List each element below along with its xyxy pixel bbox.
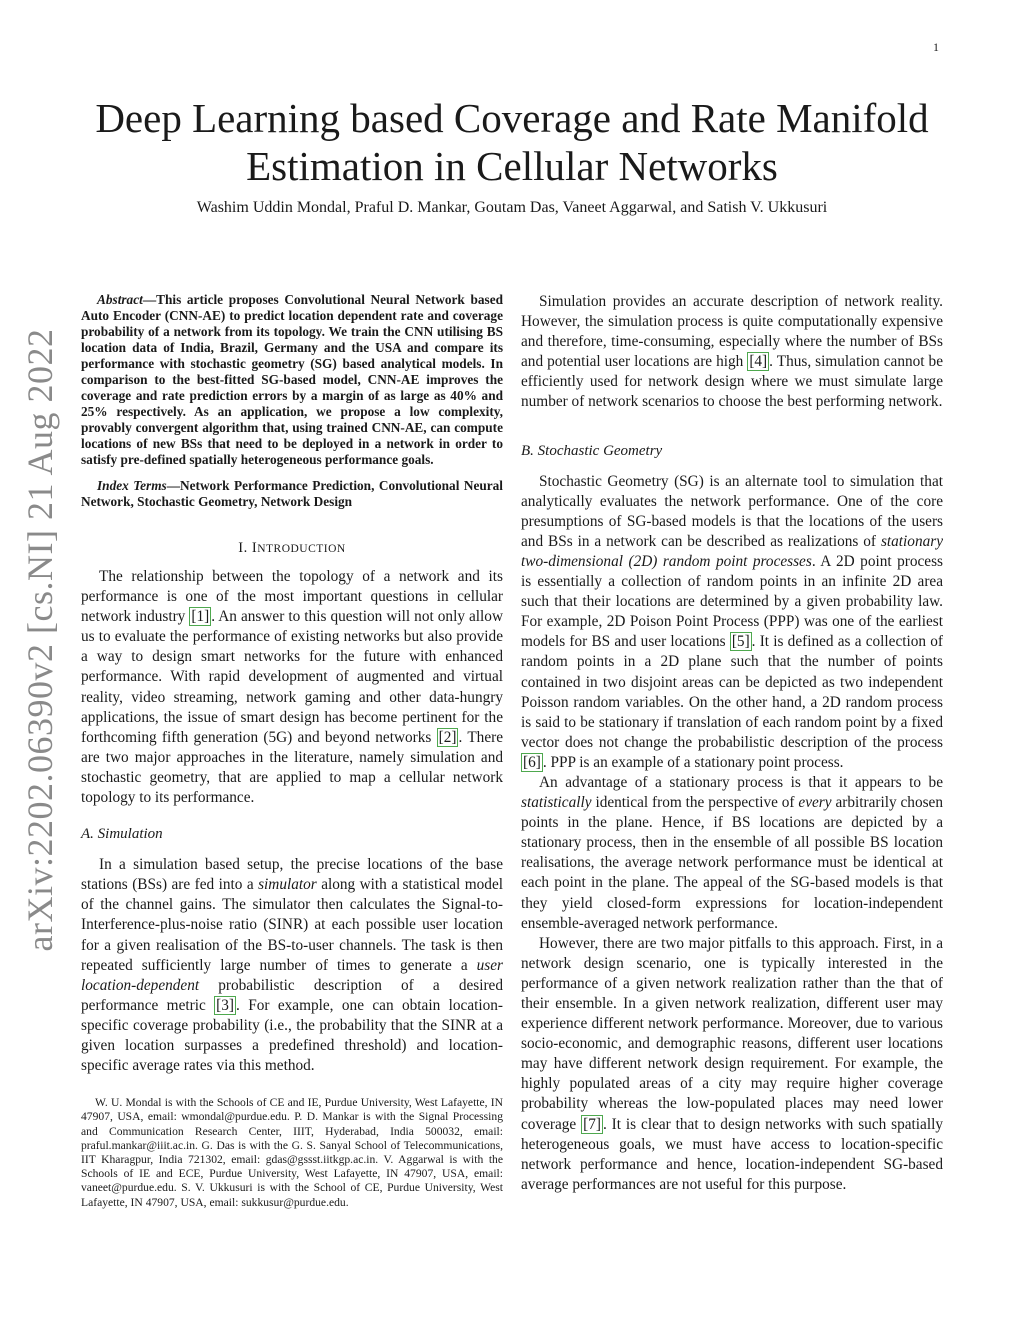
abstract [81,292,503,468]
page-number: 1 [933,40,939,54]
title-line-1: Deep Learning based Coverage and Rate Manifold [95,95,929,141]
stochastic-geometry-paragraph-1 [521,472,943,773]
sg1-text-c: . It is defined as a collection of random points in a 2D plane such that the number of points contained in two disjoint areas can be depicted as two independent Poisson random variables. On the other hand, a 2D random process is said to be stationary if translation of each random point by a fixed vector does not change the probabilistic description of the process [521,633,943,751]
right-text-a: Simulation provides an accurate description of network reality. However, the simulation process is quite computationally expensive and therefore, time-consuming, especially where the number of BSs and potential user locations are high [521,293,943,371]
index-terms-text: Network Performance Prediction, Convolutional Neural Network, Stochastic Geometry, Network Design [81,478,503,509]
citation-link[interactable]: [6] [523,753,541,771]
sg2-text-c: arbitrarily chosen points in the plane. Hence, if BS locations are depicted by a stationary process, then in the ensemble of all possible BS location realisations, the average network performance must be identical at each point in the plane. The appeal of the SG-based models is that they yield closed-form expressions for location-independent ensemble-averaged network performance. [521,794,943,932]
sim-text-d: . For example, one can obtain location-specific coverage probability (i.e., the probability that the SINR at a given location surpasses a predefined threshold) and location-specific average rates via this method. [81,996,503,1075]
index-terms-dash: — [166,478,181,493]
abstract-text: This article proposes Convolutional Neural Network based Auto Encoder (CNN-AE) to predict location dependent rate and coverage probability of a network from its topology. We train the CNN utilising BS location data of India, Brazil, Germany and the USA and compare its performance with stochastic geometry (SG) based analytical models. In comparison to the best-fitted SG-based model, CNN-AE improves the coverage and rate prediction errors by a margin of as large as 40% and 25% respectively. As an application, we propose a low complexity, provably convergent algorithm that, using trained CNN-AE, can compute locations of new BSs that need to be deployed in a network in order to satisfy pre-defined spatially heterogeneous performance goals. [81,292,503,467]
section-heading-introduction [81,540,503,557]
section-numeral: I. [238,540,248,556]
sg1-text-d: . PPP is an example of a stationary point process. [542,753,844,771]
sg1-text-a: Stochastic Geometry (SG) is an alternate tool to simulation that analytically evaluates the network performance. One of the core presumptions of SG-based models is that the locations of the users and BSs in a network can be described as realizations of [521,472,943,550]
paper-title [60,94,964,190]
citation-link[interactable]: [1] [191,608,210,626]
right-text-b: . Thus, simulation cannot be efficiently used for network design where we must simulate large number of network scenarios to choose the best performing network. [521,353,943,411]
subsection-heading-simulation: A. Simulation [81,826,163,843]
citation-link[interactable]: [4] [749,353,768,371]
sg1-text-b: . A 2D point process is essentially a collection of random points in an infinite 2D area such that their locations are determined by a given probability law. For example, 2D Poison Point Process (PPP) was one of the earliest models for BS and user locations [521,552,944,651]
sim-emphasis-simulator: simulator [258,876,317,894]
index-terms [81,478,503,510]
sim-text-c: probabilistic description of a desired performance metric [81,976,503,1014]
sg1-emphasis: stationary two-dimensional (2D) random point processes [521,532,943,570]
sg2-emphasis-statistically: statistically [521,794,592,812]
intro-text-a: The relationship between the topology of a network and its performance is one of the most important questions in cellular network industry [81,568,503,626]
arxiv-identifier[interactable]: arXiv:2202.06390v2 [cs.NI] 21 Aug 2022 [20,328,60,952]
sim-text-b: along with a statistical model of the channel gains. The simulator then calculates the Signal-to-Interference-plus-noise ratio (SINR) at each possible user location for a given realisation of the BS-to-user channels. The task is then repeated sufficiently large number of times to generate a [81,876,503,974]
sim-text-a: In a simulation based setup, the precise locations of the base stations (BSs) are fed into a [81,856,503,894]
simulation-paragraph-continued [521,292,943,413]
subsection-heading-stochastic-geometry: B. Stochastic Geometry [521,442,663,459]
intro-text-c: . There are two major approaches in the literature, namely simulation and stochastic geometry, that are applied to map a cellular network topology to its performance. [81,728,503,807]
author-list: Washim Uddin Mondal, Praful D. Mankar, Goutam Das, Vaneet Aggarwal, and Satish V. Ukkusuri [196,199,828,216]
sg2-text-a: An advantage of a stationary process is that it appears to be [539,773,943,791]
intro-text-b: . An answer to this question will not only allow us to evaluate the performance of existing networks but also provide a way to design smart networks for the future with enhanced performance. With rapid development of augmented and virtual reality, video streaming, network gaming and other data-hungry applications, the issue of smart design has become pertinent for the forthcoming fifth generation (5G) and beyond networks [81,608,504,746]
sim-emphasis-location-dependent: user location-dependent [81,956,503,994]
citation-link[interactable]: [3] [216,996,234,1014]
author-footnote: W. U. Mondal is with the Schools of CE and IE, Purdue University, West Lafayette, IN 47907, USA, email: wmondal@purdue.edu. P. D. Mankar is with the Signal Processing and Communication Research Center, IIIT, Hyderabad, India 500032, email: praful.mankar@iiit.ac.in. G. Das is with the G. S. Sanyal School of Telecommunications, IIT Kharagpur, India 721302, email: gdas@gssst.iitkgp.ac.in. V. Aggarwal is with the Schools of IE and ECE, Purdue University, West Lafayette, IN 47907, USA, email: vaneet@purdue.edu. S. V. Ukkusuri is with the School of CE, Purdue University, West Lafayette, IN 47907, USA, email: sukkusur@purdue.edu. [81,1096,503,1209]
citation-link[interactable]: [5] [731,633,750,651]
right-column [521,292,943,1195]
abstract-label: Abstract [97,292,143,307]
simulation-paragraph [81,855,503,1076]
title-line-2: Estimation in Cellular Networks [246,143,778,189]
citation-link[interactable]: [2] [438,728,457,746]
left-column [81,292,503,1210]
citation-link[interactable]: [7] [583,1115,601,1133]
section-initial: I [251,540,258,556]
section-title-rest: NTRODUCTION [257,543,346,555]
stochastic-geometry-paragraph-2 [521,773,943,934]
sg2-emphasis-every: every [798,794,832,812]
sg2-text-b: identical from the perspective of [591,794,799,812]
abstract-dash: — [142,292,157,307]
sg3-text-b: . It is clear that to design networks with such spatially heterogeneous goals, we must have access to location-specific network performance and hence, location-independent SG-based average performances are not useful for this purpose. [521,1115,943,1193]
sg3-text-a: However, there are two major pitfalls to this approach. First, in a network design scenario, one is typically interested in the performance of a given network realization rather than the that of their ensemble. In a given network realization, different user may experience different network performance. Moreover, due to various socio-economic, and demographic reasons, different user locations may have different network design requirement. For example, the highly populated areas of a city may require higher coverage probability whereas the low-populated places may need lower coverage [521,934,943,1133]
stochastic-geometry-paragraph-3 [521,934,943,1195]
index-terms-label: Index Terms [97,478,167,493]
intro-paragraph [81,567,503,808]
